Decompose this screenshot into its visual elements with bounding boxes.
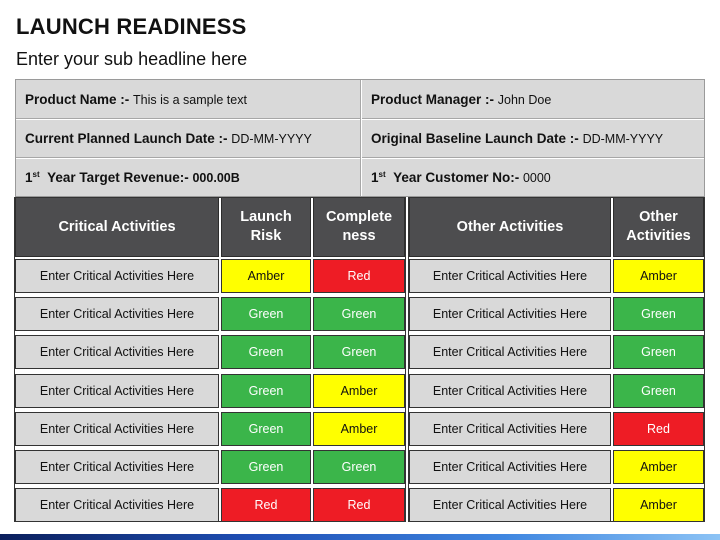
customer-count-field xyxy=(362,158,704,197)
critical-header-text: ness xyxy=(342,228,376,244)
other-header-text: Other xyxy=(639,209,678,225)
critical-status-cell: Green xyxy=(221,374,311,408)
product-name-value: This is a sample text xyxy=(133,93,247,107)
critical-activity-cell: Enter Critical Activities Here xyxy=(15,374,219,408)
product-manager-field xyxy=(362,80,704,119)
other-header-text: Activities xyxy=(626,228,691,244)
critical-status-cell: Green xyxy=(313,450,405,484)
customer-count-ordinal-suffix: st xyxy=(378,170,386,179)
product-name-field xyxy=(16,80,360,119)
other-status-cell: Red xyxy=(613,412,704,446)
customer-count-value: 0000 xyxy=(522,171,551,185)
critical-activity-cell: Enter Critical Activities Here xyxy=(15,450,219,484)
target-revenue-ordinal-suffix: st xyxy=(32,170,40,179)
other-status-cell: Amber xyxy=(613,488,704,522)
critical-status-cell: Green xyxy=(221,335,311,369)
critical-activity-cell: Enter Critical Activities Here xyxy=(15,297,219,331)
other-activity-cell: Enter Critical Activities Here xyxy=(409,374,611,408)
other-status-cell: Green xyxy=(613,297,704,331)
critical-header-1 xyxy=(221,197,311,257)
other-activity-cell: Enter Critical Activities Here xyxy=(409,488,611,522)
critical-activity-cell: Enter Critical Activities Here xyxy=(15,412,219,446)
other-status-cell: Green xyxy=(613,374,704,408)
critical-status-cell: Green xyxy=(221,412,311,446)
page-subtitle: Enter your sub headline here xyxy=(16,49,248,69)
product-info-panel xyxy=(15,79,705,197)
planned-launch-date-value: DD-MM-YYYY xyxy=(231,132,312,146)
critical-status-cell: Amber xyxy=(221,259,311,293)
other-activity-cell: Enter Critical Activities Here xyxy=(409,412,611,446)
other-activity-cell: Enter Critical Activities Here xyxy=(409,259,611,293)
critical-header-text: Complete xyxy=(325,209,393,225)
other-activity-cell: Enter Critical Activities Here xyxy=(409,335,611,369)
critical-header-text: Critical Activities xyxy=(58,218,176,235)
critical-status-cell: Red xyxy=(221,488,311,522)
customer-count-label: Year Customer No:- xyxy=(393,170,520,185)
target-revenue-ordinal: 1 xyxy=(25,170,33,185)
critical-header-2 xyxy=(313,197,405,257)
critical-status-cell: Amber xyxy=(313,374,405,408)
other-status-cell: Green xyxy=(613,335,704,369)
product-name-label: Product Name :- xyxy=(25,92,130,107)
other-status-cell: Amber xyxy=(613,450,704,484)
other-header-text: Other Activities xyxy=(456,218,564,235)
customer-count-ordinal: 1 xyxy=(371,170,379,185)
critical-activity-cell: Enter Critical Activities Here xyxy=(15,335,219,369)
target-revenue-label: Year Target Revenue:- xyxy=(47,170,189,185)
baseline-launch-date-label: Original Baseline Launch Date :- xyxy=(371,131,579,146)
critical-header-text: Risk xyxy=(250,228,282,244)
footer-accent-bar xyxy=(0,534,720,540)
baseline-launch-date-value: DD-MM-YYYY xyxy=(582,132,664,146)
critical-activity-cell: Enter Critical Activities Here xyxy=(15,488,219,522)
product-manager-value: John Doe xyxy=(497,93,552,107)
critical-header-text: Launch xyxy=(240,209,292,225)
other-header-1 xyxy=(613,197,704,257)
other-activity-cell: Enter Critical Activities Here xyxy=(409,297,611,331)
critical-status-cell: Green xyxy=(313,297,405,331)
critical-status-cell: Red xyxy=(313,488,405,522)
other-status-cell: Amber xyxy=(613,259,704,293)
planned-launch-date-field xyxy=(16,119,360,158)
baseline-launch-date-field xyxy=(362,119,704,158)
product-manager-label: Product Manager :- xyxy=(371,92,495,107)
critical-header-0 xyxy=(15,197,219,257)
critical-status-cell: Green xyxy=(313,335,405,369)
target-revenue-field xyxy=(16,158,360,197)
other-activity-cell: Enter Critical Activities Here xyxy=(409,450,611,484)
critical-activity-cell: Enter Critical Activities Here xyxy=(15,259,219,293)
planned-launch-date-label: Current Planned Launch Date :- xyxy=(25,131,228,146)
critical-status-cell: Red xyxy=(313,259,405,293)
critical-status-cell: Amber xyxy=(313,412,405,446)
page-title: LAUNCH READINESS xyxy=(16,14,247,39)
critical-status-cell: Green xyxy=(221,297,311,331)
target-revenue-value: 000.00B xyxy=(192,171,240,185)
critical-status-cell: Green xyxy=(221,450,311,484)
other-header-0 xyxy=(409,197,611,257)
